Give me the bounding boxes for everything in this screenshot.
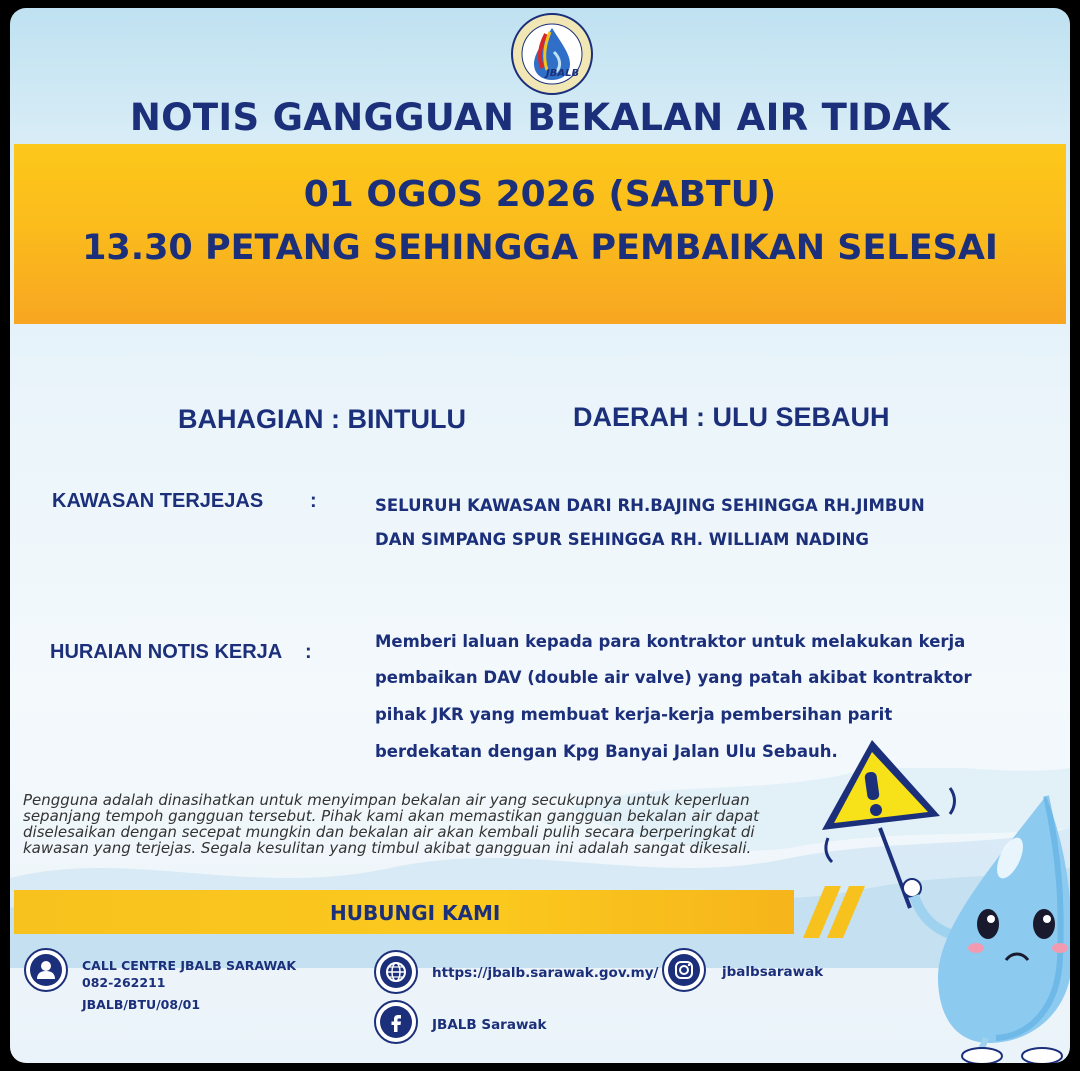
affected-area-colon: : bbox=[310, 490, 317, 512]
work-description-line-3: pihak JKR yang membuat kerja-kerja pembersihan parit bbox=[375, 705, 893, 724]
globe-icon bbox=[380, 956, 412, 988]
district-label: DAERAH : ULU SEBAUH bbox=[573, 402, 890, 432]
facebook-badge[interactable] bbox=[374, 1000, 418, 1044]
instagram-icon bbox=[668, 954, 700, 986]
contact-heading: HUBUNGI KAMI bbox=[330, 901, 501, 925]
advisory-line-4: kawasan yang terjejas. Segala kesulitan yang timbul akibat gangguan ini adalah sangat dikesali. bbox=[23, 839, 752, 857]
website-badge[interactable] bbox=[374, 950, 418, 994]
facebook-page[interactable]: JBALB Sarawak bbox=[432, 1017, 547, 1033]
user-icon bbox=[30, 954, 62, 986]
warning-sign-icon bbox=[822, 740, 940, 830]
advisory-line-1: Pengguna adalah dinasihatkan untuk menyimpan bekalan air yang secukupnya untuk keperluan bbox=[23, 791, 750, 809]
advisory-line-3: diselesaikan dengan secepat mungkin dan bekalan air akan kembali pulih secara berperingkat di bbox=[23, 823, 755, 841]
notice-title: NOTIS GANGGUAN BEKALAN AIR TIDAK bbox=[129, 96, 951, 139]
work-description-label: HURAIAN NOTIS KERJA bbox=[50, 641, 283, 663]
call-centre-name: CALL CENTRE JBALB SARAWAK bbox=[82, 958, 297, 973]
jbalb-logo bbox=[510, 12, 594, 96]
instagram-handle[interactable]: jbalbsarawak bbox=[722, 964, 824, 980]
instagram-badge[interactable] bbox=[662, 948, 706, 992]
work-description-colon: : bbox=[305, 641, 312, 663]
advisory-text bbox=[23, 792, 813, 856]
banner-date: 01 OGOS 2026 (SABTU) bbox=[303, 174, 777, 215]
website-link[interactable]: https://jbalb.sarawak.gov.my/ bbox=[432, 965, 659, 981]
schedule-banner bbox=[14, 144, 1066, 324]
affected-area-label: KAWASAN TERJEJAS bbox=[52, 490, 264, 512]
reference-number: JBALB/BTU/08/01 bbox=[82, 997, 201, 1012]
work-description-line-4: berdekatan dengan Kpg Banyai Jalan Ulu Sebauh. bbox=[375, 742, 838, 761]
division-label: BAHAGIAN : BINTULU bbox=[178, 404, 466, 434]
facebook-icon bbox=[380, 1006, 412, 1038]
water-drop-mascot bbox=[810, 738, 1070, 1063]
affected-area-line-1: SELURUH KAWASAN DARI RH.BAJING SEHINGGA RH.JIMBUN bbox=[375, 496, 925, 515]
advisory-line-2: sepanjang tempoh gangguan tersebut. Pihak kami akan memastikan gangguan bekalan air dapat bbox=[23, 807, 760, 825]
affected-area-line-2: DAN SIMPANG SPUR SEHINGGA RH. WILLIAM NADING bbox=[375, 530, 869, 549]
banner-time: 13.30 PETANG SEHINGGA PEMBAIKAN SELESAI bbox=[82, 228, 998, 268]
call-centre-phone[interactable]: 082-262211 bbox=[82, 975, 166, 990]
work-description-line-2: pembaikan DAV (double air valve) yang patah akibat kontraktor bbox=[375, 668, 972, 687]
notice-card bbox=[10, 8, 1070, 1063]
work-description-line-1: Memberi laluan kepada para kontraktor untuk melakukan kerja bbox=[375, 632, 966, 651]
logo-brand-text: JBALB bbox=[546, 68, 580, 79]
call-centre-badge bbox=[24, 948, 68, 992]
